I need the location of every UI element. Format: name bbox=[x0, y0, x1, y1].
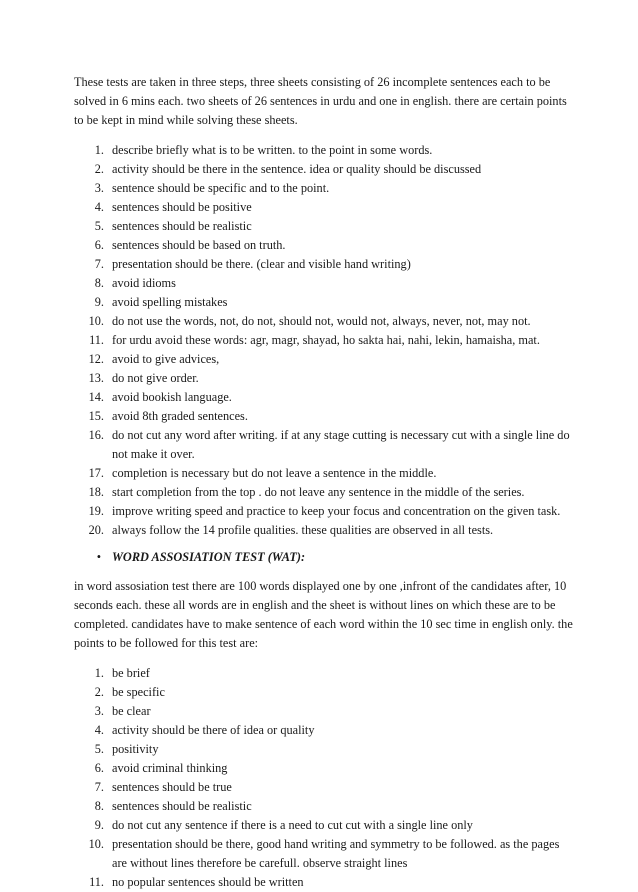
list-item bbox=[74, 464, 574, 483]
list-item-text: be specific bbox=[112, 685, 165, 699]
list-item bbox=[74, 331, 574, 350]
list-item bbox=[74, 198, 574, 217]
list-item-number: 18. bbox=[88, 485, 104, 499]
list-item-text: do not cut any sentence if there is a need to cut cut with a single line only bbox=[112, 818, 473, 832]
document-page bbox=[74, 73, 574, 892]
list-item-text: do not give order. bbox=[112, 371, 199, 385]
list-item-number: 2. bbox=[94, 685, 104, 699]
list-item bbox=[74, 702, 574, 721]
list-item-number: 1. bbox=[94, 143, 104, 157]
section-heading: WORD ASSOSIATION TEST (WAT): bbox=[112, 550, 306, 564]
list-item-number: 3. bbox=[94, 704, 104, 718]
list-item bbox=[74, 274, 574, 293]
list-item-number: 6. bbox=[94, 761, 104, 775]
list-item-number: 13. bbox=[88, 371, 104, 385]
list-item bbox=[74, 873, 574, 892]
list-item-text: no popular sentences should be written bbox=[112, 875, 304, 889]
list-item-text: activity should be there in the sentence. idea or quality should be discussed bbox=[112, 162, 482, 176]
list-item-text: start completion from the top . do not leave any sentence in the middle of the series. bbox=[112, 485, 525, 499]
list-item-number: 3. bbox=[94, 181, 104, 195]
list-item bbox=[74, 312, 574, 331]
list-item bbox=[74, 141, 574, 160]
list-item-number: 5. bbox=[94, 219, 104, 233]
list-item-text: avoid 8th graded sentences. bbox=[112, 409, 248, 423]
list-item-number: 15. bbox=[88, 409, 104, 423]
list-item bbox=[74, 293, 574, 312]
list-item-number: 5. bbox=[94, 742, 104, 756]
list-item-text: sentence should be specific and to the point. bbox=[112, 181, 330, 195]
list-item-text: be clear bbox=[112, 704, 151, 718]
list-item bbox=[74, 255, 574, 274]
list-item-text: presentation should be there. (clear and visible hand writing) bbox=[112, 257, 411, 271]
list-item-number: 20. bbox=[88, 523, 104, 537]
list-item-text: do not use the words, not, do not, should not, would not, always, never, not, may not. bbox=[112, 314, 531, 328]
list-item-number: 9. bbox=[94, 295, 104, 309]
list-item bbox=[74, 407, 574, 426]
list-item-number: 10. bbox=[88, 837, 104, 851]
list-item bbox=[74, 778, 574, 797]
wat-rules-list bbox=[74, 664, 574, 892]
list-item bbox=[74, 664, 574, 683]
list-item bbox=[74, 369, 574, 388]
list-item bbox=[74, 217, 574, 236]
list-item-text: always follow the 14 profile qualities. these qualities are observed in all tests. bbox=[112, 523, 494, 537]
intro-paragraph: These tests are taken in three steps, three sheets consisting of 26 incomplete sentences each to be solved in 6 mins each. two sheets of 26 sentences in urdu and one in english. there are certain points to be kept in mind while solving these sheets. bbox=[74, 75, 567, 127]
list-item-text: sentences should be realistic bbox=[112, 219, 252, 233]
list-item-number: 10. bbox=[88, 314, 104, 328]
sentence-test-rules-list bbox=[74, 141, 574, 540]
list-item bbox=[74, 350, 574, 369]
list-item-number: 17. bbox=[88, 466, 104, 480]
list-item-text: sentences should be realistic bbox=[112, 799, 252, 813]
bullet-icon: • bbox=[96, 550, 101, 564]
list-item-text: improve writing speed and practice to keep your focus and concentration on the given task. bbox=[112, 504, 561, 518]
list-item bbox=[74, 797, 574, 816]
list-item bbox=[74, 179, 574, 198]
list-item-text: avoid to give advices, bbox=[112, 352, 220, 366]
list-item-number: 7. bbox=[94, 257, 104, 271]
list-item-text: do not cut any word after writing. if at any stage cutting is necessary cut with a single line do not make it over. bbox=[112, 428, 570, 461]
list-item-number: 11. bbox=[89, 333, 104, 347]
list-item-number: 6. bbox=[94, 238, 104, 252]
wat-heading-row bbox=[74, 548, 574, 567]
list-item-text: presentation should be there, good hand writing and symmetry to be followed. as the pages are without lines therefore be carefull. observe straight lines bbox=[112, 837, 560, 870]
list-item-text: sentences should be based on truth. bbox=[112, 238, 286, 252]
list-item bbox=[74, 236, 574, 255]
list-item bbox=[74, 483, 574, 502]
list-item-number: 7. bbox=[94, 780, 104, 794]
list-item-number: 8. bbox=[94, 276, 104, 290]
list-item-number: 9. bbox=[94, 818, 104, 832]
list-item-text: avoid bookish language. bbox=[112, 390, 232, 404]
list-item bbox=[74, 740, 574, 759]
list-item bbox=[74, 521, 574, 540]
list-item-text: avoid criminal thinking bbox=[112, 761, 228, 775]
list-item-number: 19. bbox=[88, 504, 104, 518]
list-item-number: 11. bbox=[89, 875, 104, 889]
list-item-number: 16. bbox=[88, 428, 104, 442]
list-item-number: 4. bbox=[94, 723, 104, 737]
list-item bbox=[74, 835, 574, 873]
list-item-number: 2. bbox=[94, 162, 104, 176]
list-item bbox=[74, 759, 574, 778]
list-item-text: avoid idioms bbox=[112, 276, 176, 290]
list-item bbox=[74, 721, 574, 740]
wat-paragraph: in word assosiation test there are 100 words displayed one by one ,infront of the candidates after, 10 seconds each. these all words are in english and the sheet is without lines on which these are to be completed. candidates have to make sentence of each word within the 10 sec time in english only. the points to be followed for this test are: bbox=[74, 579, 573, 650]
list-item-text: completion is necessary but do not leave a sentence in the middle. bbox=[112, 466, 437, 480]
list-item-number: 4. bbox=[94, 200, 104, 214]
list-item-text: for urdu avoid these words: agr, magr, shayad, ho sakta hai, nahi, lekin, hamaisha, mat. bbox=[112, 333, 540, 347]
list-item-text: activity should be there of idea or quality bbox=[112, 723, 315, 737]
list-item-number: 1. bbox=[94, 666, 104, 680]
list-item-number: 8. bbox=[94, 799, 104, 813]
list-item-text: describe briefly what is to be written. to the point in some words. bbox=[112, 143, 433, 157]
list-item bbox=[74, 426, 574, 464]
list-item-number: 14. bbox=[88, 390, 104, 404]
list-item-number: 12. bbox=[88, 352, 104, 366]
list-item-text: positivity bbox=[112, 742, 159, 756]
list-item bbox=[74, 683, 574, 702]
list-item-text: avoid spelling mistakes bbox=[112, 295, 228, 309]
list-item bbox=[74, 388, 574, 407]
list-item bbox=[74, 502, 574, 521]
list-item bbox=[74, 160, 574, 179]
list-item-text: be brief bbox=[112, 666, 150, 680]
list-item-text: sentences should be positive bbox=[112, 200, 252, 214]
list-item-text: sentences should be true bbox=[112, 780, 232, 794]
